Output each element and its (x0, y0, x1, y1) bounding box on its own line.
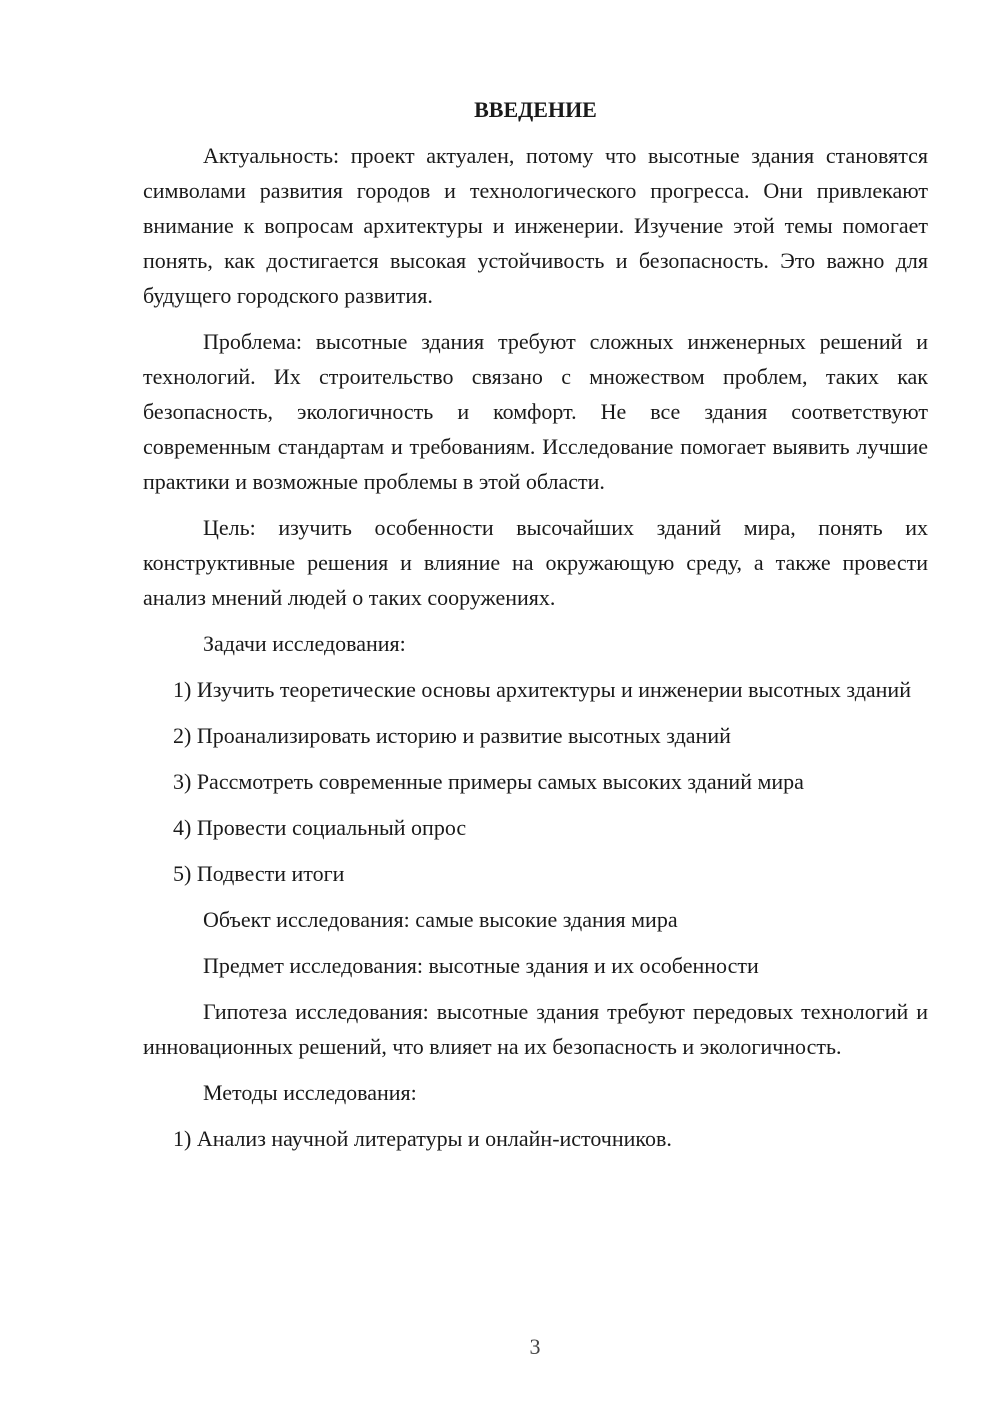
subject-paragraph: Предмет исследования: высотные здания и их особенности (203, 953, 759, 978)
task-item: 4) Провести социальный опрос (173, 815, 467, 840)
document-page (143, 96, 928, 1167)
methods-title: Методы исследования: (203, 1080, 417, 1105)
object-paragraph: Объект исследования: самые высокие здания мира (203, 907, 678, 932)
method-item: 1) Анализ научной литературы и онлайн-источников. (173, 1126, 672, 1151)
task-item: 3) Рассмотреть современные примеры самых высоких зданий мира (173, 769, 804, 794)
hypothesis-paragraph: Гипотеза исследования: высотные здания требуют передовых технологий и инновационных решений, что влияет на их безопасность и экологичность. (143, 999, 928, 1059)
task-item: 1) Изучить теоретические основы архитектуры и инженерии высотных зданий (173, 677, 911, 702)
section-heading: ВВЕДЕНИЕ (474, 97, 597, 122)
goal-paragraph: Цель: изучить особенности высочайших зданий мира, понять их конструктивные решения и влияние на окружающую среду, а также провести анализ мнений людей о таких сооружениях. (143, 515, 928, 610)
relevance-paragraph: Актуальность: проект актуален, потому что высотные здания становятся символами развития городов и технологического прогресса. Они привлекают внимание к вопросам архитектуры и инженерии. Изучение этой темы помогает понять, как достигается высокая устойчивость и безопасность. Это важно для будущего городского развития. (143, 143, 928, 308)
problem-paragraph: Проблема: высотные здания требуют сложных инженерных решений и технологий. Их строительство связано с множеством проблем, таких как безопасность, экологичность и комфорт. Не все здания соответствуют современным стандартам и требованиям. Исследование помогает выявить лучшие практики и возможные проблемы в этой области. (143, 329, 928, 494)
tasks-title: Задачи исследования: (203, 631, 406, 656)
page-number: 3 (529, 1334, 541, 1359)
task-item: 5) Подвести итоги (173, 861, 345, 886)
task-item: 2) Проанализировать историю и развитие высотных зданий (173, 723, 731, 748)
